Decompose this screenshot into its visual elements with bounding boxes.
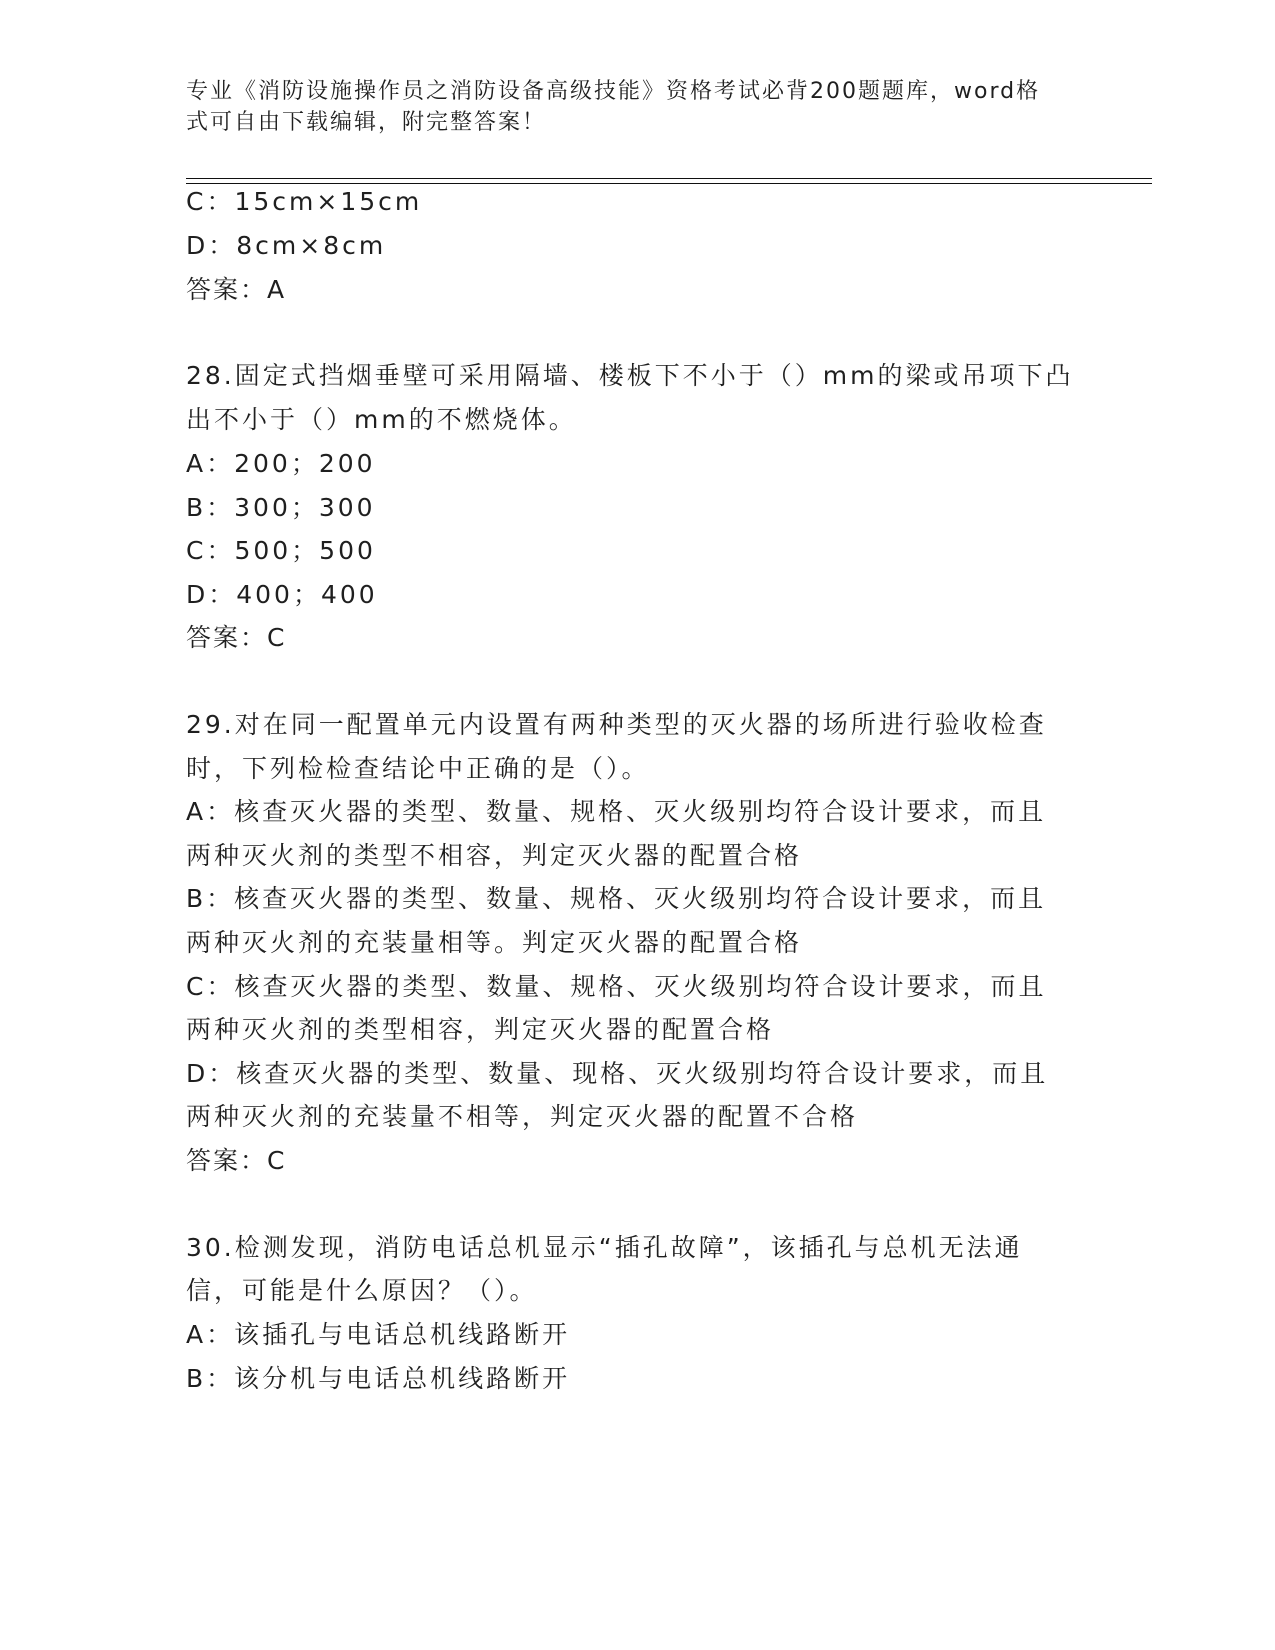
q27-answer: 答案：A xyxy=(186,275,287,304)
q29-option-d-line-1: D：核查灭火器的类型、数量、现格、灭火级别均符合设计要求，而且 xyxy=(186,1059,1049,1088)
q29-option-c-line-1: C：核查灭火器的类型、数量、规格、灭火级别均符合设计要求，而且 xyxy=(186,972,1047,1001)
q28-option-a: A：200；200 xyxy=(186,449,376,478)
q28-option-d: D：400；400 xyxy=(186,580,378,609)
q29-option-c-line-2: 两种灭火剂的类型相容，判定灭火器的配置合格 xyxy=(186,1015,775,1044)
q28-stem-line-1: 28.固定式挡烟垂壁可采用隔墙、楼板下不小于（）mm的梁或吊项下凸 xyxy=(186,361,1074,390)
q29-option-a-line-1: A：核查灭火器的类型、数量、规格、灭火级别均符合设计要求，而且 xyxy=(186,797,1047,826)
header-rule-bottom xyxy=(186,183,1152,184)
q27-option-c: C：15cm×15cm xyxy=(186,187,423,216)
q28-option-c: C：500；500 xyxy=(186,536,376,565)
q27-option-d: D：8cm×8cm xyxy=(186,231,387,260)
q28-option-b: B：300；300 xyxy=(186,493,376,522)
q28-stem-line-2: 出不小于（）mm的不燃烧体。 xyxy=(186,405,577,434)
q30-stem-line-2: 信，可能是什么原因？（）。 xyxy=(186,1276,538,1305)
q29-answer: 答案：C xyxy=(186,1146,287,1175)
q28-answer: 答案：C xyxy=(186,623,287,652)
q29-option-d-line-2: 两种灭火剂的充装量不相等，判定灭火器的配置不合格 xyxy=(186,1102,859,1131)
q29-option-b-line-1: B：核查灭火器的类型、数量、规格、灭火级别均符合设计要求，而且 xyxy=(186,884,1047,913)
q29-option-a-line-2: 两种灭火剂的类型不相容，判定灭火器的配置合格 xyxy=(186,841,803,870)
q29-option-b-line-2: 两种灭火剂的充装量相等。判定灭火器的配置合格 xyxy=(186,928,803,957)
q30-stem-line-1: 30.检测发现，消防电话总机显示“插孔故障”，该插孔与总机无法通 xyxy=(186,1233,1023,1262)
q30-option-a: A：该插孔与电话总机线路断开 xyxy=(186,1320,571,1349)
header-title-line-1: 专业《消防设施操作员之消防设备高级技能》资格考试必背200题题库，word格 xyxy=(186,79,1041,104)
document-header xyxy=(186,76,1066,138)
q30-option-b: B：该分机与电话总机线路断开 xyxy=(186,1364,571,1393)
header-title-line-2: 式可自由下载编辑，附完整答案！ xyxy=(186,110,547,135)
q29-stem-line-1: 29.对在同一配置单元内设置有两种类型的灭火器的场所进行验收检查 xyxy=(186,710,1047,739)
header-rule-top xyxy=(186,178,1152,179)
q29-stem-line-2: 时，下列检检查结论中正确的是（）。 xyxy=(186,754,650,783)
